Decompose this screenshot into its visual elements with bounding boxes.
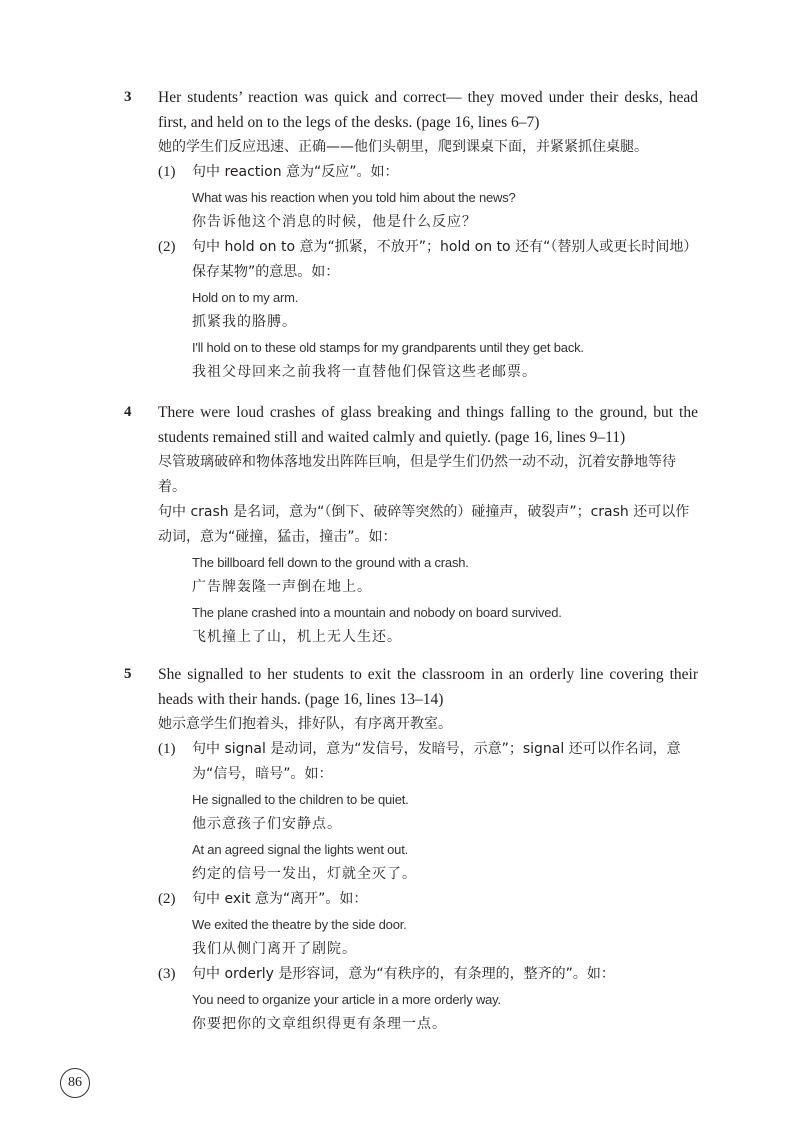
source-sentence: There were loud crashes of glass breaking and things falling to the ground, but the students remained still and waited calmly and quietly. (page 16, lines 9–11) [158, 404, 698, 446]
example-zh: 我们从侧门离开了剧院。 [192, 941, 357, 957]
plain-note: 句中 crash 是名词，意为“（倒下、破碎等突然的）碰撞声，破裂声”；crash 还可以作动词，意为“碰撞，猛击，撞击”。如： [158, 504, 690, 545]
note-item-5 [118, 662, 698, 1037]
example-en: Hold on to my arm. [192, 290, 299, 305]
example-zh: 飞机撞上了山，机上无人生还。 [192, 629, 402, 645]
sub-note-text: 句中 signal 是动词，意为“发信号，发暗号，示意”；signal 还可以作名词，意为“信号，暗号”。如： [192, 741, 681, 782]
sub-note-3 [158, 962, 698, 987]
sub-note-1 [158, 737, 698, 787]
sub-note-label: (1) [158, 164, 176, 180]
example-zh: 我祖父母回来之前我将一直替他们保管这些老邮票。 [192, 364, 537, 380]
sub-note-label: (1) [158, 741, 176, 757]
item-number: 4 [124, 404, 132, 420]
item-number: 5 [124, 666, 132, 682]
sub-note-text: 句中 exit 意为“离开”。如： [192, 891, 368, 907]
sub-note-label: (3) [158, 966, 176, 982]
example-zh: 你告诉他这个消息的时候，他是什么反应？ [192, 214, 477, 230]
example-en: What was his reaction when you told him about the news? [192, 190, 516, 205]
sub-note-text: 句中 orderly 是形容词，意为“有秩序的，有条理的，整齐的”。如： [192, 966, 615, 982]
example-zh: 抓紧我的胳膊。 [192, 314, 297, 330]
item-number: 3 [124, 89, 132, 105]
example-en: I'll hold on to these old stamps for my grandparents until they get back. [192, 340, 584, 355]
source-sentence: She signalled to her students to exit the classroom in an orderly line covering their heads with their hands. (page 16, lines 13–14) [158, 666, 698, 708]
example-en: You need to organize your article in a more orderly way. [192, 992, 501, 1007]
sub-note-2 [158, 887, 698, 912]
example-zh: 广告牌轰隆一声倒在地上。 [192, 579, 372, 595]
example-zh: 约定的信号一发出，灯就全灭了。 [192, 866, 417, 882]
sub-note-2 [158, 235, 698, 285]
example-en: He signalled to the children to be quiet. [192, 792, 409, 807]
example-en: The plane crashed into a mountain and nobody on board survived. [192, 605, 562, 620]
example-zh: 你要把你的文章组织得更有条理一点。 [192, 1016, 447, 1032]
translation: 她示意学生们抱着头，排好队，有序离开教室。 [158, 716, 452, 732]
note-item-4 [118, 400, 698, 650]
page-number: 86 [60, 1068, 90, 1098]
sub-note-label: (2) [158, 239, 176, 255]
example-en: We exited the theatre by the side door. [192, 917, 407, 932]
sub-note-text: 句中 hold on to 意为“抓紧，不放开”；hold on to 还有“（替别人或更长时间地）保存某物”的意思。如： [192, 239, 698, 280]
example-en: The billboard fell down to the ground with a crash. [192, 555, 469, 570]
source-sentence: Her students’ reaction was quick and correct— they moved under their desks, head first, and held on to the legs of the desks. (page 16, lines 6–7) [158, 89, 698, 131]
translation: 尽管玻璃破碎和物体落地发出阵阵巨响，但是学生们仍然一动不动，沉着安静地等待着。 [158, 454, 676, 495]
sub-note-1 [158, 160, 698, 185]
example-zh: 他示意孩子们安静点。 [192, 816, 342, 832]
sub-note-text: 句中 reaction 意为“反应”。如： [192, 164, 399, 180]
note-item-3 [118, 85, 698, 385]
translation: 她的学生们反应迅速、正确——他们头朝里，爬到课桌下面，并紧紧抓住桌腿。 [158, 139, 648, 155]
sub-note-label: (2) [158, 891, 176, 907]
example-en: At an agreed signal the lights went out. [192, 842, 409, 857]
